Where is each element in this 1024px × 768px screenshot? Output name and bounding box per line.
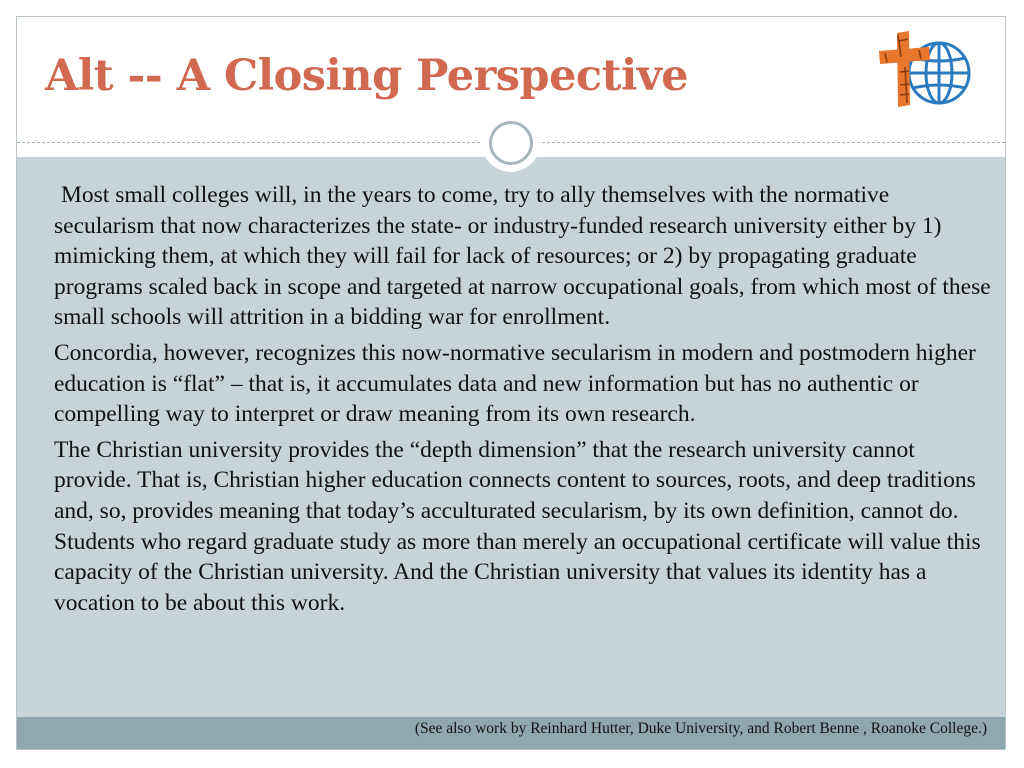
paragraph-2: Concordia, however, recognizes this now-normative secularism in modern and postmodern higher education is “flat” – that is, it accumulates data and new information but has no authentic or compelling way to interpret or draw meaning from its own research. — [54, 339, 976, 428]
ring-ornament-icon — [482, 114, 540, 172]
footer-bar — [17, 717, 1005, 750]
cross-and-globe-icon — [877, 27, 975, 111]
slide-title: Alt -- A Closing Perspective — [45, 51, 689, 101]
slide — [16, 16, 1006, 750]
footer-note: (See also work by Reinhard Hutter, Duke University, and Robert Benne , Roanoke College.) — [414, 720, 987, 737]
paragraph-3: The Christian university provides the “depth dimension” that the research university cannot provide. That is, Christian higher education connects content to sources, roots, and deep traditions and, so, provides meaning that today’s acculturated secularism, by its own definition, cannot do. Students who regard graduate study as more than merely an occupational certificate will value this capacity of the Christian university. And the Christian university that values its identity has a vocation to be about this work. — [54, 436, 981, 616]
paragraph-1: Most small colleges will, in the years to come, try to ally themselves with the normative secularism that now characterizes the state- or industry-funded research university either by 1) mimicking them, at which they will fail for lack of resources; or 2) by propagating graduate programs scaled back in scope and targeted at narrow occupational goals, from which most of these small schools will attrition in a bidding war for enrollment. — [54, 182, 991, 331]
content-area — [17, 157, 1005, 717]
body-text — [54, 180, 994, 623]
ring-ornament-inner — [489, 121, 533, 165]
